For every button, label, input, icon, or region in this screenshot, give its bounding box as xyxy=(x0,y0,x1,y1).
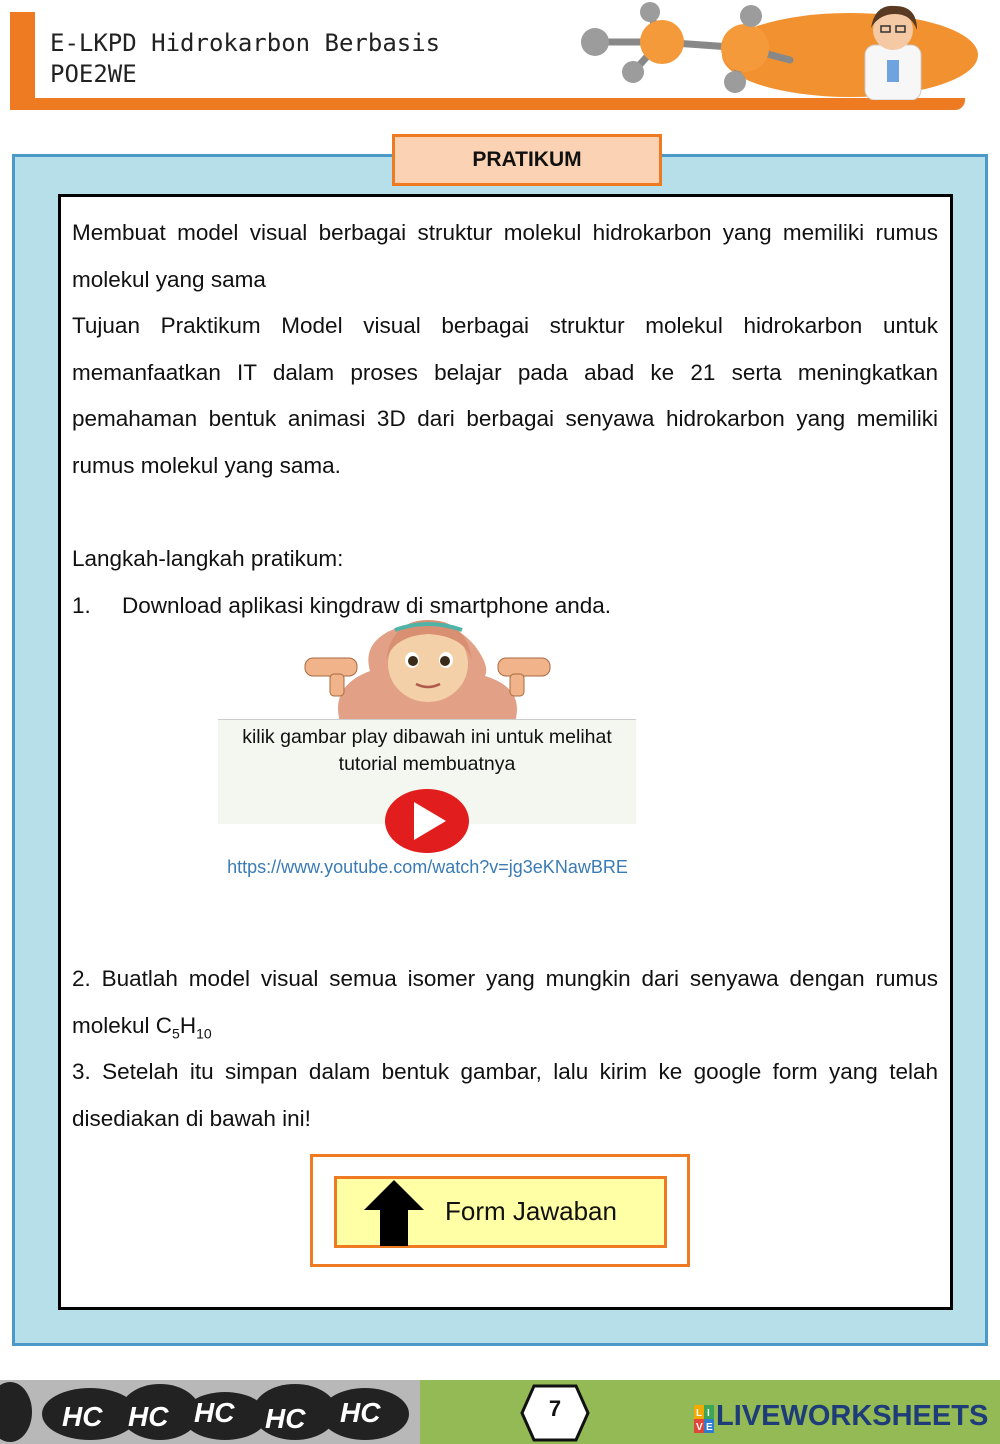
chain-label-2: HC xyxy=(128,1401,169,1432)
hydrocarbon-chain-illustration xyxy=(0,1380,420,1444)
liveworksheets-logo-icon xyxy=(694,1405,714,1433)
svg-text:L: L xyxy=(696,1408,703,1419)
chain-label-4: HC xyxy=(265,1403,306,1434)
step-1-text: Download aplikasi kingdraw di smartphone anda. xyxy=(122,593,612,618)
svg-text:E: E xyxy=(706,1422,713,1433)
page-number: 7 xyxy=(548,1396,562,1421)
step-2 xyxy=(72,956,938,1049)
header-accent-bar xyxy=(10,12,35,110)
step-2-hydrogen: H xyxy=(179,1012,197,1038)
liveworksheets-brand[interactable]: LIVEWORKSHEETS xyxy=(716,1400,989,1432)
section-tab: PRATIKUM xyxy=(392,134,662,186)
play-button-icon[interactable] xyxy=(384,788,470,854)
step-3: 3. Setelah itu simpan dalam bentuk gambar, lalu kirim ke google form yang telah disediakan di bawah ini! xyxy=(72,1059,938,1131)
form-button-label[interactable]: Form Jawaban xyxy=(445,1196,617,1226)
intro-text xyxy=(72,210,938,489)
hijab-girl-illustration xyxy=(300,616,555,722)
chain-label-3: HC xyxy=(194,1397,235,1428)
step-2-text: 2. Buatlah model visual semua isomer yang mungkin dari senyawa dengan rumus molekul C xyxy=(72,966,938,1038)
step-2-subscript-carbon: 5 xyxy=(172,1025,180,1041)
svg-text:I: I xyxy=(707,1408,710,1419)
intro-paragraph-1: Membuat model visual berbagai struktur molekul hidrokarbon yang memiliki rumus molekul yang sama xyxy=(72,220,938,292)
molecule-scientist-illustration xyxy=(565,0,985,100)
youtube-tutorial-link[interactable]: https://www.youtube.com/watch?v=jg3eKNawBRE xyxy=(227,857,628,877)
steps-heading: Langkah-langkah pratikum: xyxy=(72,546,344,571)
intro-paragraph-2: Tujuan Praktikum Model visual berbagai struktur molekul hidrokarbon untuk memanfaatkan IT dalam proses belajar pada abad ke 21 serta meningkatkan pemahaman bentuk animasi 3D dari berbagai senyawa hidrokarbon yang memiliki rumus molekul yang sama. xyxy=(72,313,938,478)
step-2-subscript-hydrogen: 10 xyxy=(196,1025,212,1041)
step-1-number: 1. xyxy=(72,593,91,618)
page-title: E-LKPD Hidrokarbon Berbasis POE2WE xyxy=(50,29,441,88)
chain-label-1: HC xyxy=(62,1401,103,1432)
up-arrow-icon[interactable] xyxy=(364,1180,424,1246)
svg-text:V: V xyxy=(696,1422,703,1433)
video-hint-text: kilik gambar play dibawah ini untuk melihat tutorial membuatnya xyxy=(242,726,612,775)
chain-label-5: HC xyxy=(340,1397,381,1428)
